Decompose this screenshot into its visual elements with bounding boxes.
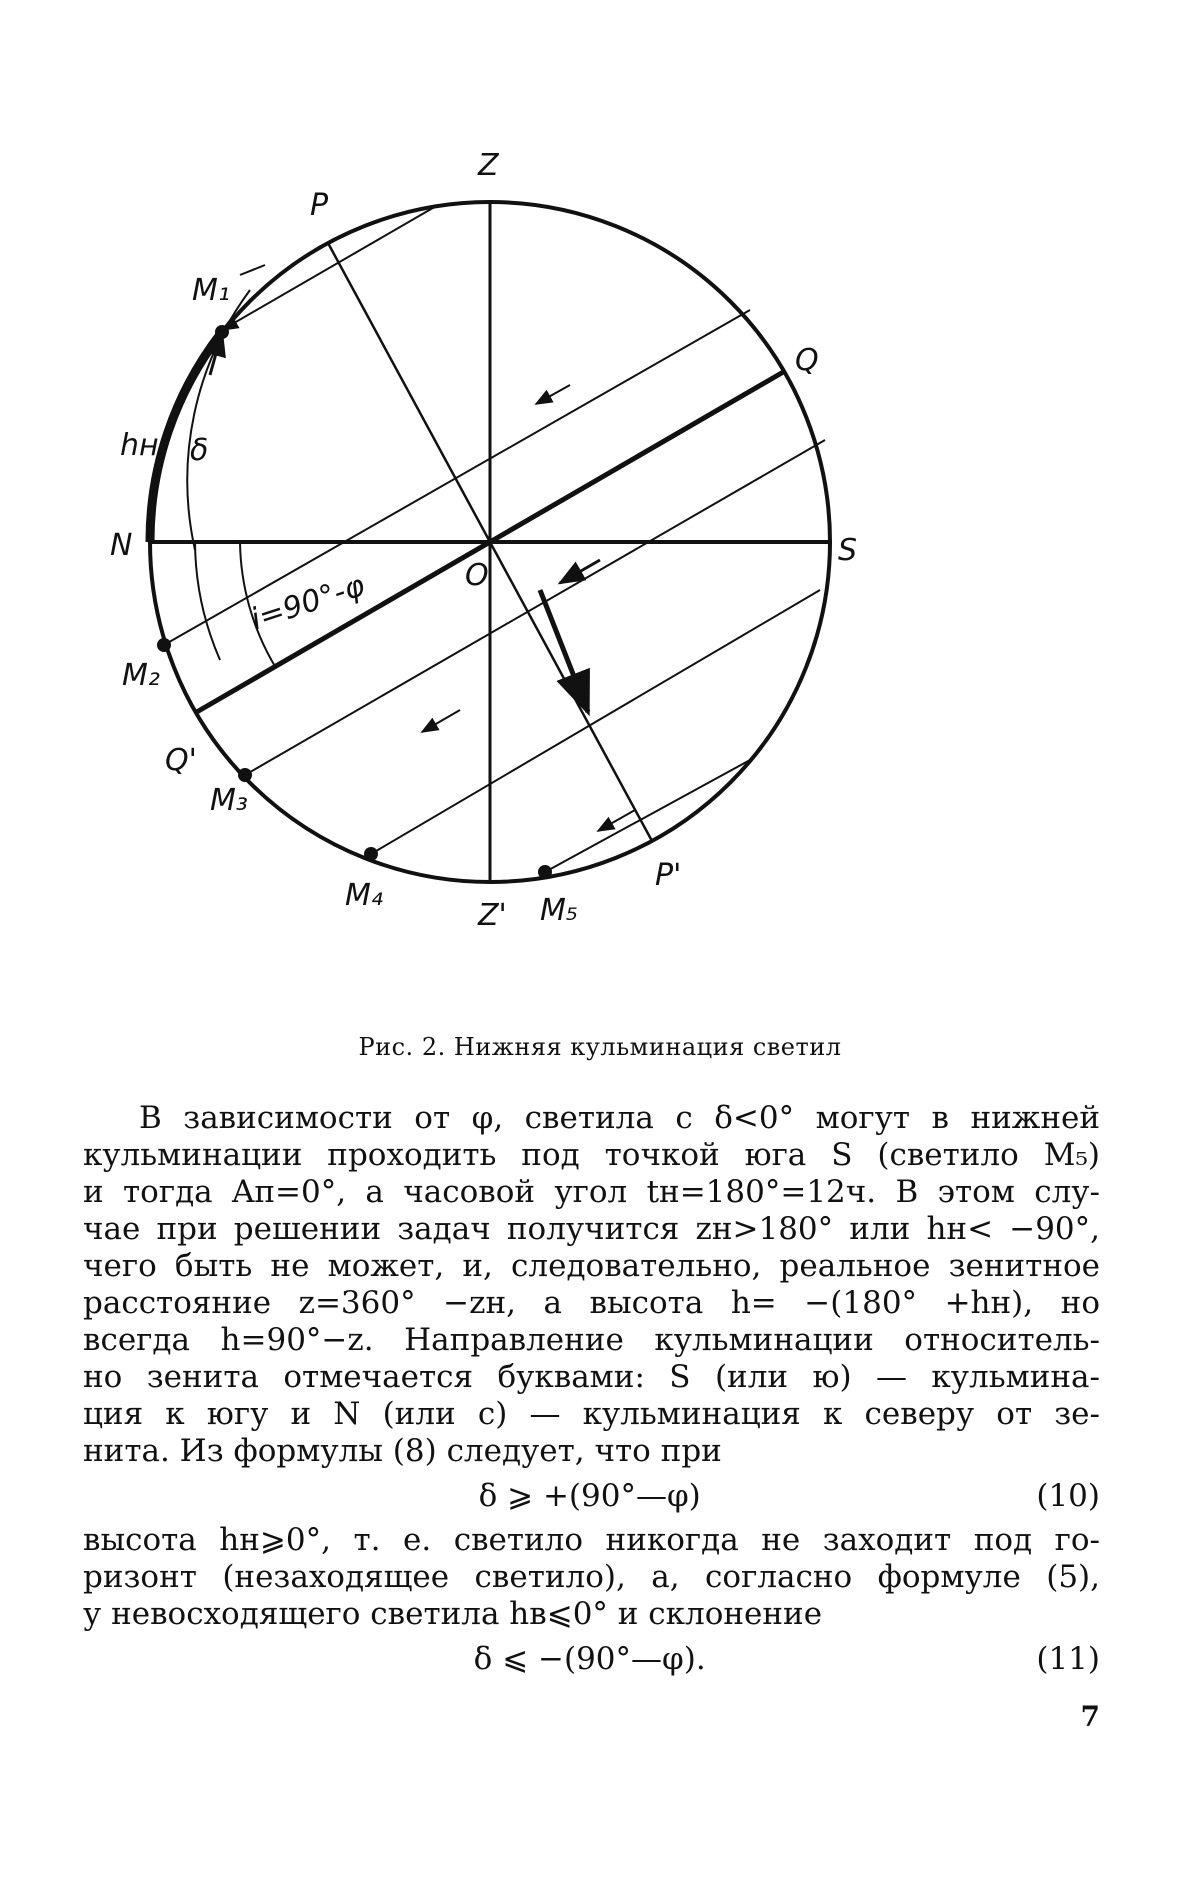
label-m3: M₃ xyxy=(210,783,248,818)
diurnal-circle-m2 xyxy=(164,310,750,645)
text-line: всегда h=90°−z. Направление кульминации относитель- xyxy=(83,1322,1100,1358)
label-m2: M₂ xyxy=(122,658,160,693)
text-line: у невосходящего светила hв⩽0° и склонение xyxy=(83,1596,823,1632)
arrow-mark-4 xyxy=(598,810,635,831)
formula-expression: δ ⩽ −(90°—φ). xyxy=(473,1640,706,1677)
text-line: нита. Из формулы (8) следует, что при xyxy=(83,1433,722,1469)
star-m3 xyxy=(238,768,252,782)
label-m4: M₄ xyxy=(345,878,383,913)
label-n: N xyxy=(110,528,133,563)
star-m4 xyxy=(364,847,378,861)
body-text xyxy=(83,1100,1100,1685)
label-p: P xyxy=(310,188,329,223)
formula-10 xyxy=(83,1470,1100,1522)
figure-caption: Рис. 2. Нижняя кульминация светил xyxy=(358,1033,842,1061)
page-number: 7 xyxy=(1080,1700,1100,1733)
text-line: кульминации проходить под точкой юга S (светило M₅) xyxy=(83,1137,1100,1173)
text-line: расстояние z=360° −zн, а высота h= −(180° +hн), но xyxy=(83,1285,1100,1321)
star-m2 xyxy=(157,638,171,652)
label-angle: i=90°-φ xyxy=(246,568,369,638)
diurnal-circle-m5 xyxy=(545,760,750,872)
arrow-mark-2 xyxy=(560,560,600,583)
text-line: высота hн⩾0°, т. е. светило никогда не заходит под го- xyxy=(83,1522,1100,1558)
formula-expression: δ ⩾ +(90°—φ) xyxy=(478,1477,701,1514)
label-q: Q xyxy=(795,343,819,378)
label-delta: δ xyxy=(190,433,209,468)
text-line: ция к югу и N (или с) — кульминация к северу от зе- xyxy=(83,1396,1100,1432)
diagram-svg xyxy=(100,70,1020,1030)
label-hn: hн xyxy=(120,428,159,463)
text-line: В зависимости от φ, светила с δ<0° могут в нижней xyxy=(139,1100,1100,1136)
label-z: Z xyxy=(478,148,499,183)
arrow-mark-3 xyxy=(422,710,460,732)
formula-number: (11) xyxy=(1036,1640,1100,1677)
axis-arrow xyxy=(540,590,588,712)
text-line: но зенита отмечается буквами: S (или ю) — кульмина- xyxy=(83,1359,1100,1395)
altitude-arc xyxy=(150,332,222,542)
diurnal-circle-m1 xyxy=(222,205,438,330)
label-pp: P' xyxy=(655,858,682,893)
formula-number: (10) xyxy=(1036,1477,1100,1514)
label-m1: M₁ xyxy=(192,273,230,308)
arrow-mark-1 xyxy=(536,385,570,404)
text-line: ризонт (незаходящее светило), а, согласно формуле (5), xyxy=(83,1559,1100,1595)
label-m5: M₅ xyxy=(540,893,578,928)
text-line: чае при решении задач получится zн>180° или hн< −90°, xyxy=(83,1211,1100,1247)
delta-tick xyxy=(240,265,265,275)
text-line: чего быть не может, и, следовательно, реальное зенитное xyxy=(83,1248,1100,1284)
text-line: и тогда Aп=0°, а часовой угол tн=180°=12ч. В этом слу- xyxy=(83,1174,1100,1210)
latitude-arc xyxy=(195,542,220,660)
label-s: S xyxy=(838,533,858,568)
formula-11 xyxy=(83,1633,1100,1685)
label-zp: Z' xyxy=(478,898,507,933)
label-qp: Q' xyxy=(165,743,197,778)
star-m5 xyxy=(538,865,552,879)
celestial-sphere-diagram xyxy=(100,70,1020,1030)
label-o: O xyxy=(465,558,489,593)
star-m1 xyxy=(215,325,229,339)
